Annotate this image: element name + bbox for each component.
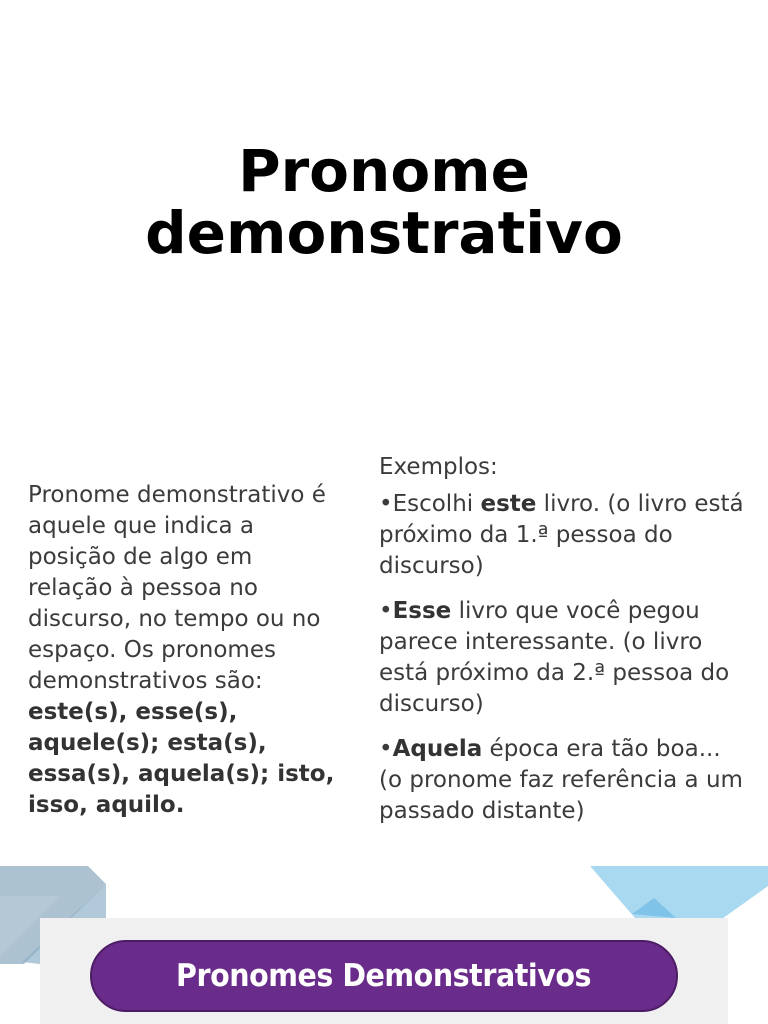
- example-keyword: Esse: [392, 598, 452, 624]
- slide-title: [0, 137, 768, 267]
- title-line-1: Pronome: [238, 137, 530, 205]
- title-line-2: demonstrativo: [145, 199, 623, 267]
- bullet: •: [379, 736, 393, 762]
- example-item-1: [379, 489, 749, 582]
- banner-pill: [90, 940, 678, 1012]
- banner-text: Pronomes Demonstrativos: [176, 958, 592, 994]
- examples-label: Exemplos:: [379, 454, 498, 480]
- definition-text: [28, 480, 338, 864]
- example-post: livro que você pegou parece interessante. (o livro está próximo da 2.ª pessoa do discurso): [379, 598, 730, 717]
- example-pre: Escolhi: [392, 491, 481, 517]
- definition-intro: Pronome demonstrativo é aquele que indica a posição de algo em relação à pessoa no discurso, no tempo ou no espaço. Os pronomes demonstrativos são:: [28, 482, 326, 694]
- example-item-2: [379, 596, 749, 720]
- example-post: época era tão boa... (o pronome faz referência a um passado distante): [379, 736, 743, 824]
- bullet: •: [379, 491, 393, 517]
- example-post: livro. (o livro está próximo da 1.ª pessoa do discurso): [379, 491, 744, 579]
- examples-block: [379, 452, 749, 841]
- example-keyword: este: [480, 491, 537, 517]
- example-item-3: [379, 734, 749, 827]
- bullet: •: [379, 598, 393, 624]
- definition-pronoun-list: este(s), esse(s), aquele(s); esta(s), essa(s), aquela(s); isto, isso, aquilo.: [28, 699, 335, 818]
- example-keyword: Aquela: [392, 736, 483, 762]
- banner-image: [0, 866, 768, 1024]
